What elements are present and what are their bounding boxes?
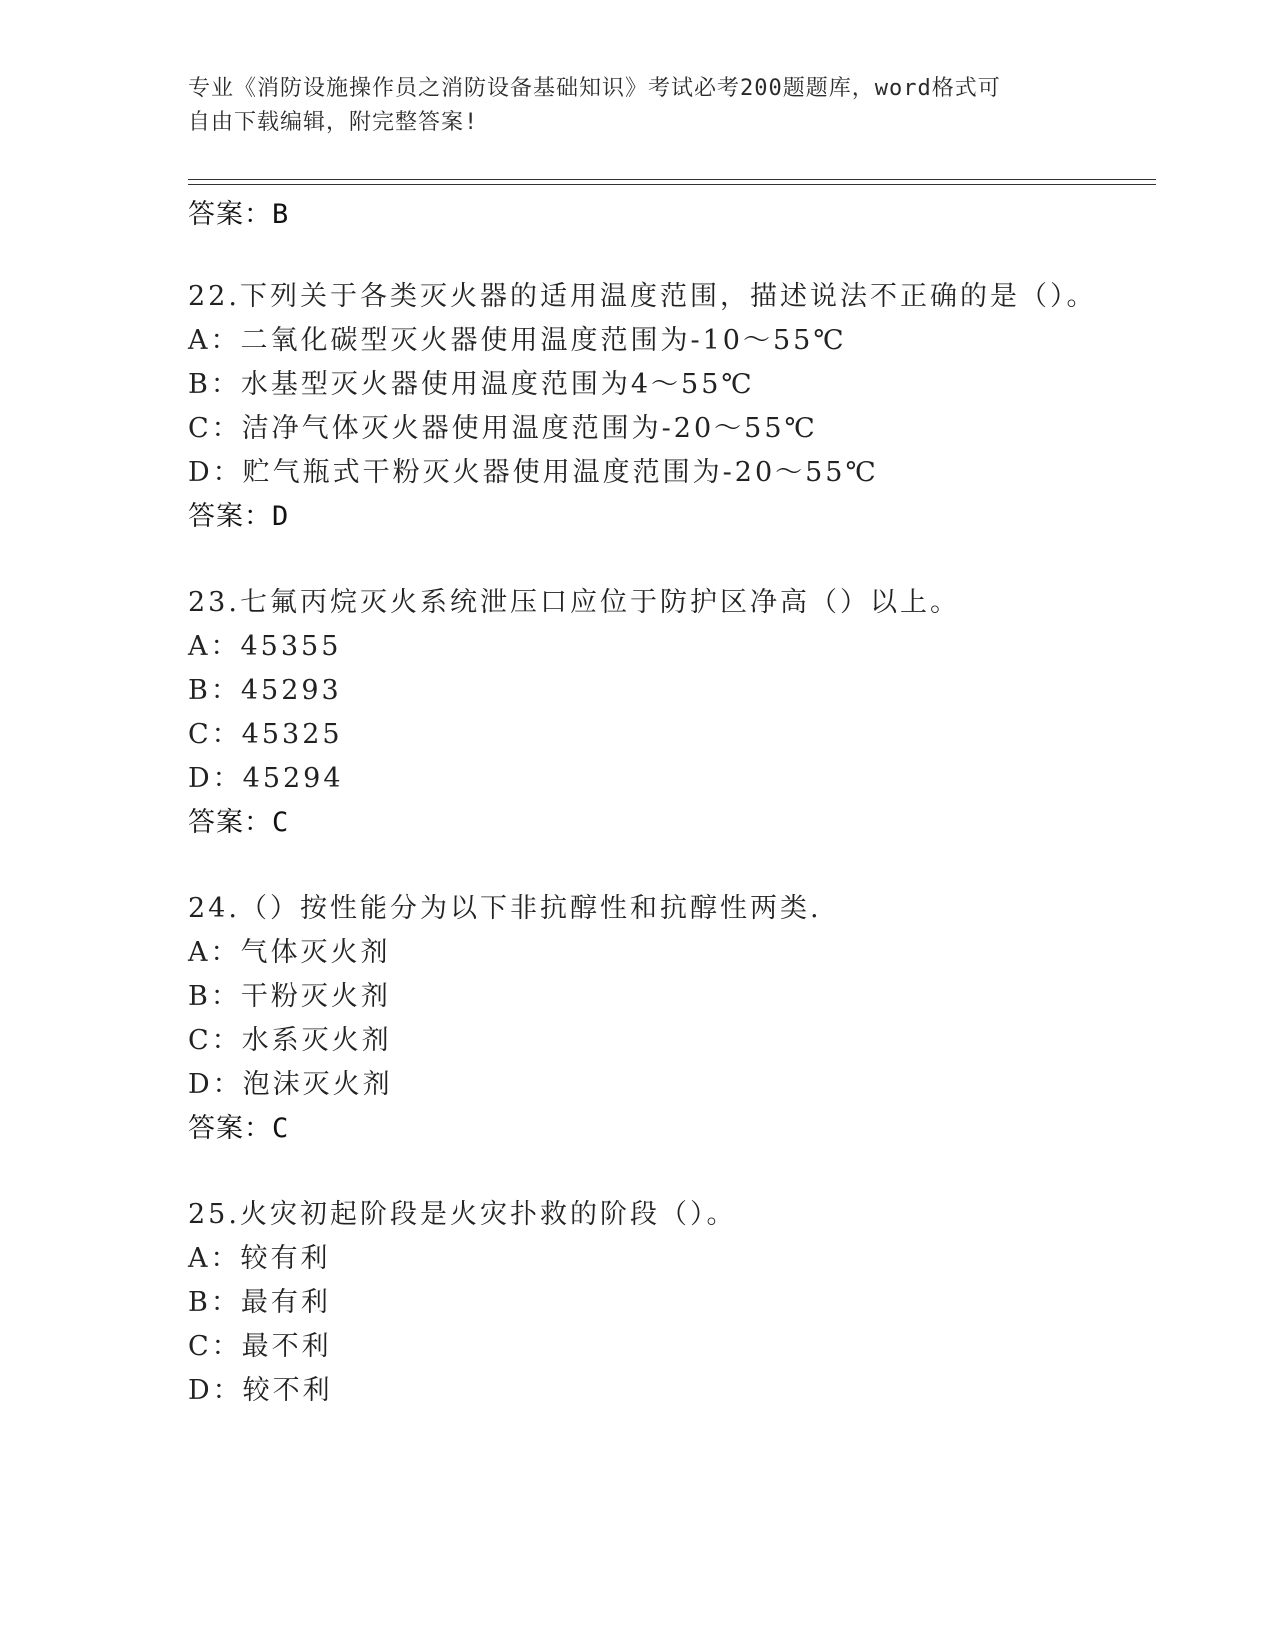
header-line-2: 自由下载编辑，附完整答案! [188,110,479,135]
option-c: C：45325 [188,719,343,750]
option-b: B：最有利 [188,1287,331,1318]
option-c: C：最不利 [188,1331,332,1362]
question-stem: 23.七氟丙烷灭火系统泄压口应位于防护区净高（）以上。 [188,587,960,618]
option-a: A：较有利 [188,1243,331,1274]
answer-line: 答案：B [188,199,290,230]
option-d: D：45294 [188,763,344,794]
option-b: B：水基型灭火器使用温度范围为4～55℃ [188,369,755,400]
header-line-1: 专业《消防设施操作员之消防设备基础知识》考试必考200题题库，word格式可 [188,76,1001,101]
option-d: D：较不利 [188,1375,333,1406]
header-divider-bottom [188,184,1156,185]
document-header [188,72,1068,140]
answer-line: 答案：D [188,501,290,532]
answer-line: 答案：C [188,807,290,838]
option-b: B：45293 [188,675,342,706]
question-stem: 22.下列关于各类灭火器的适用温度范围，描述说法不正确的是（）。 [188,281,1097,312]
answer-line: 答案：C [188,1113,290,1144]
question-stem: 25.火灾初起阶段是火灾扑救的阶段（）。 [188,1199,737,1230]
header-divider-top [188,179,1156,180]
option-d: D：泡沫灭火剂 [188,1069,393,1100]
option-c: C：水系灭火剂 [188,1025,392,1056]
option-c: C：洁净气体灭火器使用温度范围为-20～55℃ [188,413,818,444]
option-a: A：45355 [188,631,342,662]
question-stem: 24.（）按性能分为以下非抗醇性和抗醇性两类. [188,893,822,924]
option-a: A：二氧化碳型灭火器使用温度范围为-10～55℃ [188,325,847,356]
option-b: B：干粉灭火剂 [188,981,391,1012]
option-d: D：贮气瓶式干粉灭火器使用温度范围为-20～55℃ [188,457,879,488]
option-a: A：气体灭火剂 [188,937,391,968]
